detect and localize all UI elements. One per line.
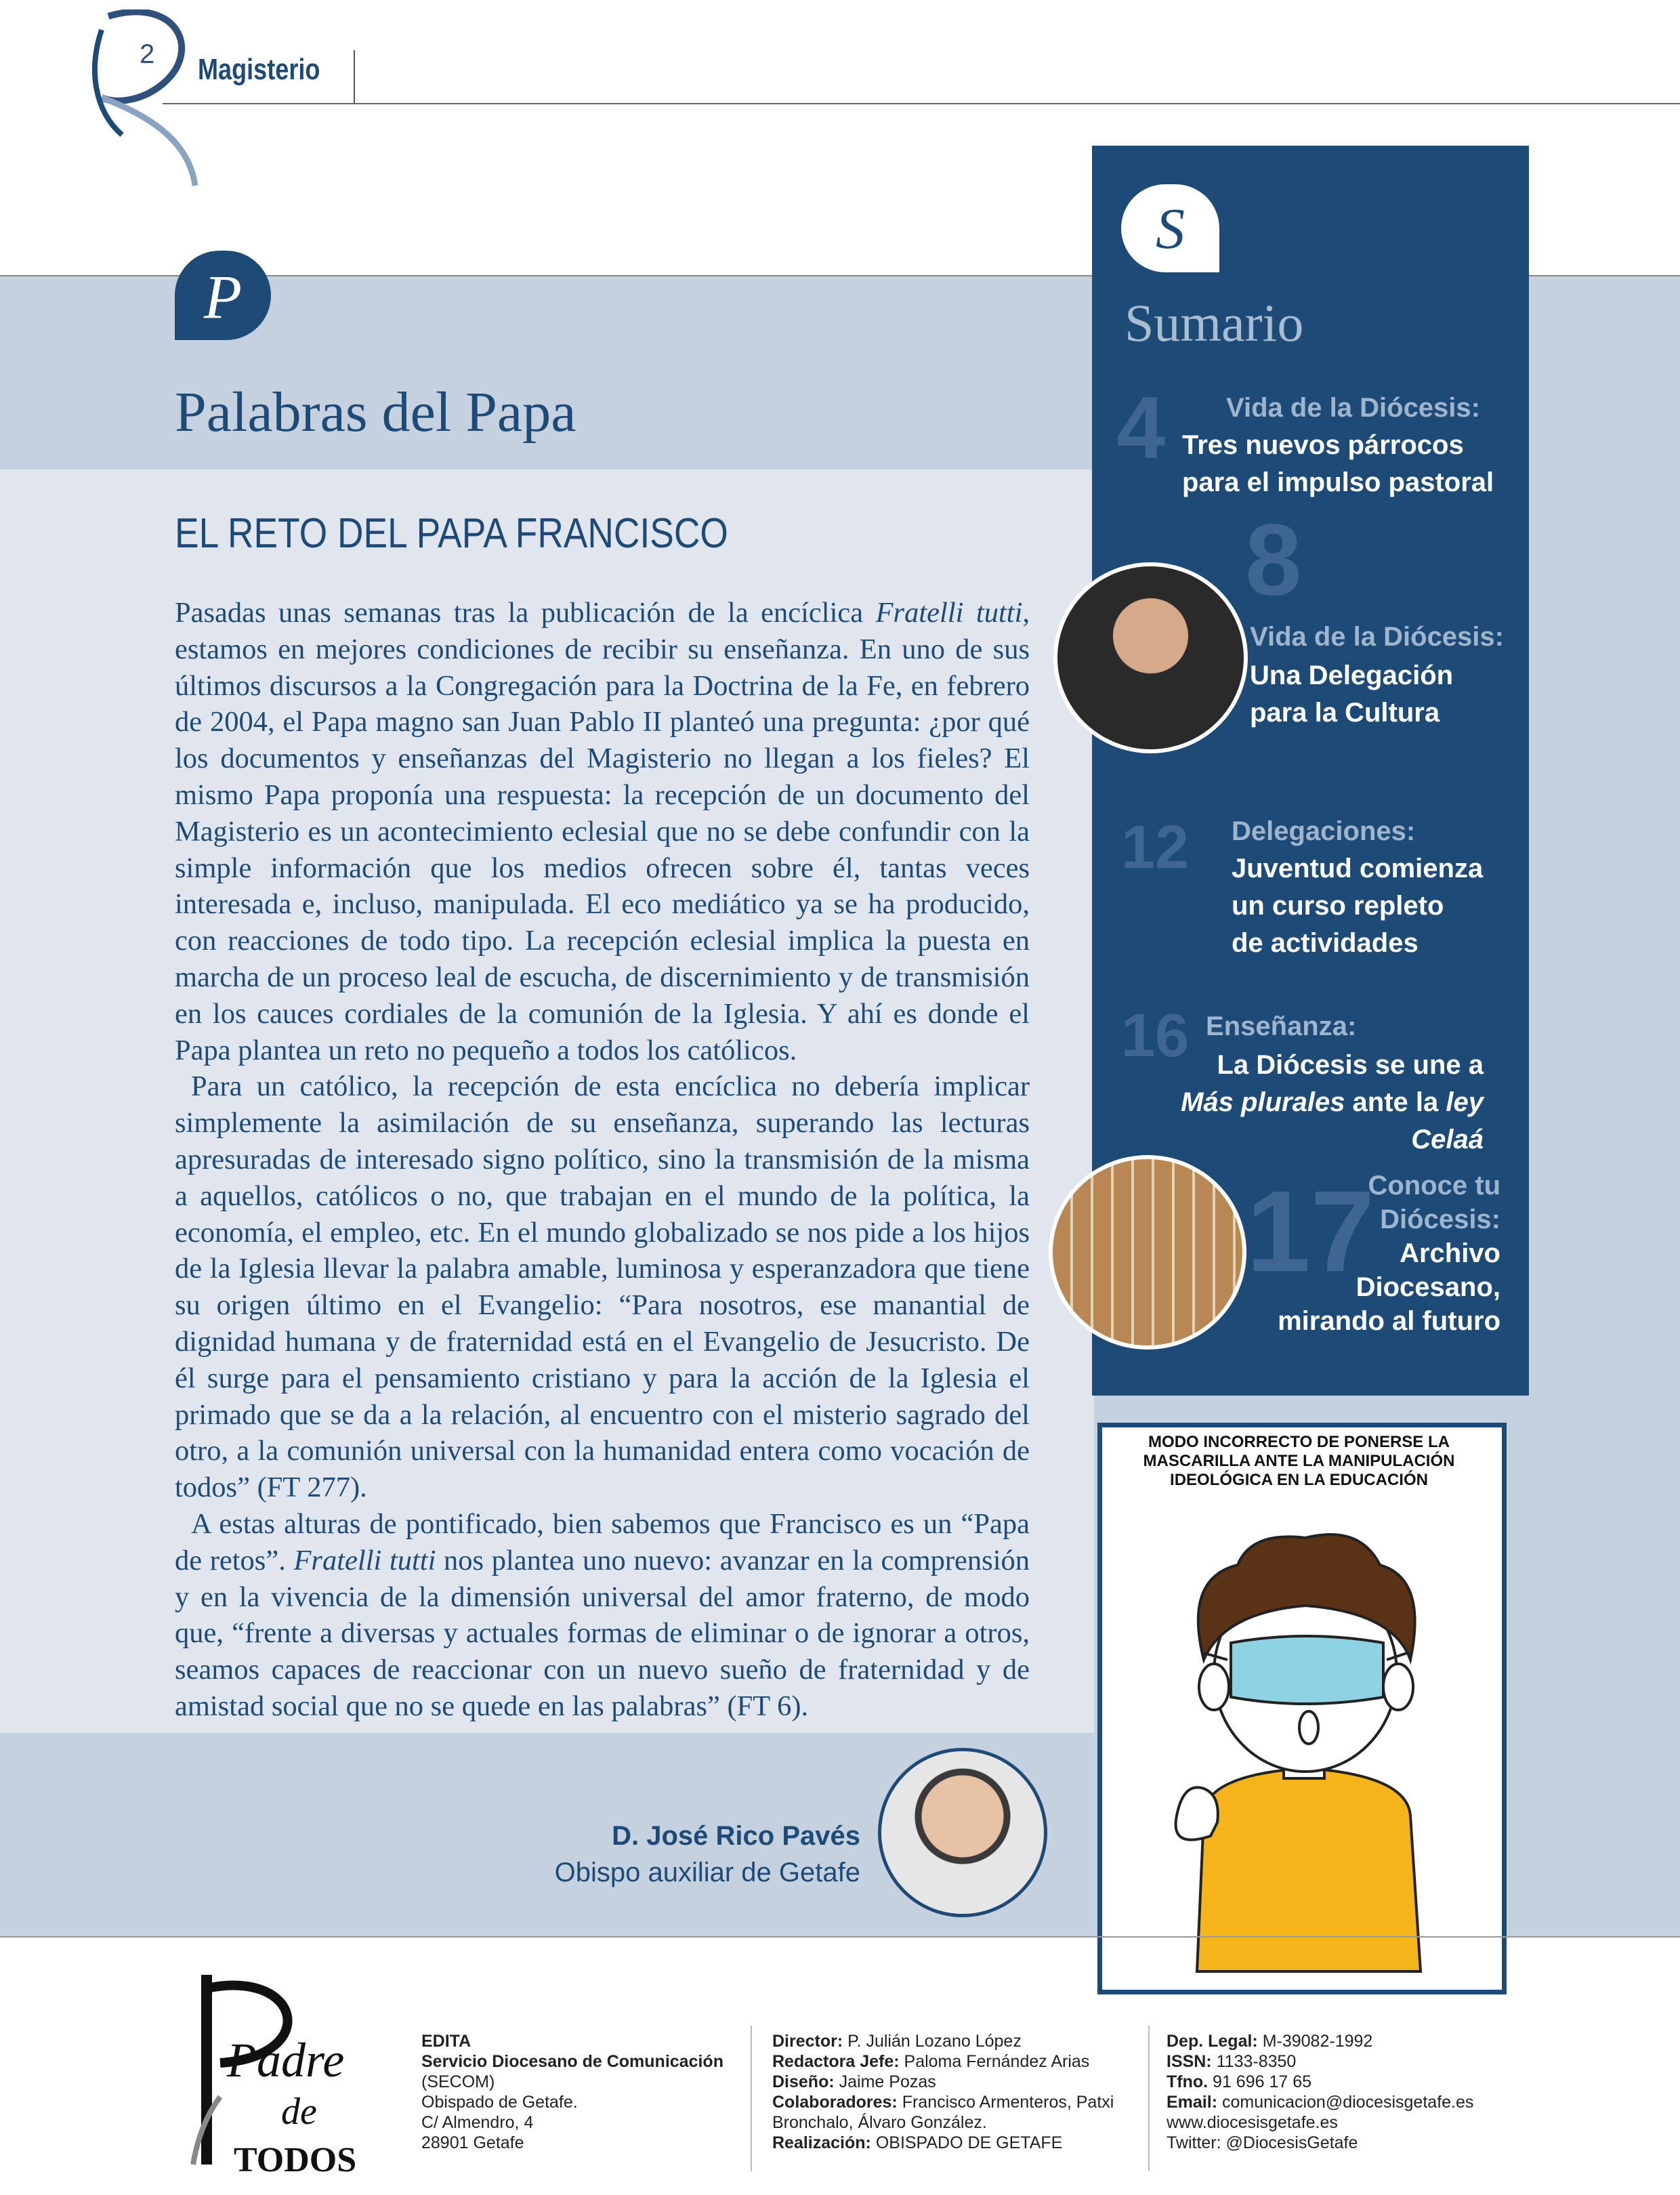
sumario-page-number: 4 (1116, 378, 1166, 477)
author-role: Obispo auxiliar de Getafe (554, 1858, 860, 1887)
article-paragraph: Para un católico, la recepción de esta encíclica no debería implicar simplemente la asimilación de su enseñanza, superando las lecturas apresuradas de interesado signo político, sino la transmisión de la misma a aquellos, católicos o no, que trabajan en el mundo de la política, la economía, el empleo, etc. En el mundo globalizado se nos pide a los hijos de la Iglesia llevar la palabra amable, luminosa y esperanzadora que tiene su origen último en el Evangelio: “Para nosotros, ese manantial de dignidad humana y de fraternidad está en el Evangelio de Jesucristo. De él surge para el pensamiento cristiano y para la acción de la Iglesia el primado que se da a la relación, al encuentro con el misterio sagrado del otro, a la comunión universal con la humanidad entera como vocación de todos” (FT 277). (175, 1070, 1030, 1504)
article-paragraph: Pasadas unas semanas tras la publicación de la encíclica Fratelli tutti, estamos en mejores condiciones de recibir su enseñanza. En uno de sus últimos discursos a la Congregación para la Doctrina de la Fe, en febrero de 2004, el Papa magno san Juan Pablo II planteó una pregunta: ¿por qué los documentos y enseñanzas del Magisterio no llegan a los fieles? El mismo Papa proponía una respuesta: la recepción de un documento del Magisterio es un acontecimiento eclesial que no se debe confundir con la simple información que los medios ofrecen sobre él, tantas veces interesada e, incluso, manipulada. El eco mediático ya se ha producido, con reacciones de todo tipo. La recepción eclesial implica la puesta en marcha de un proceso leal de escucha, de discernimiento y de transmisión en los cauces cordiales de la comunión de la Iglesia. Y ahí es donde el Papa plantea un reto no pequeño a todos los católicos. (175, 597, 1030, 1066)
sumario-category: Delegaciones: (1232, 816, 1416, 846)
section-badge-letter: P (203, 262, 243, 331)
footer-rule (0, 1936, 1680, 1938)
footer-contact: Dep. Legal: M-39082-1992 ISSN: 1133-8350 Tfno. 91 696 17 65 Email: comunicacion@diocesisgetafe.es www.diocesisgetafe.es Twitter: @DiocesisGetafe (1167, 2031, 1546, 2153)
sumario-page-number: 17 (1246, 1167, 1375, 1296)
sumario-page-number: 12 (1121, 814, 1190, 881)
sumario-headline[interactable]: Tres nuevos párrocos para el impulso pastoral (1182, 430, 1494, 497)
article-paragraph: A estas alturas de pontificado, bien sabemos que Francisco es un “Papa de retos”. Fratelli tutti nos plantea uno nuevo: avanzar en la comprensión y en la vivencia de la dimensión universal del amor fraterno, de modo que, “frente a diversas y actuales formas de eliminar o de ignorar a otros, seamos capaces de reaccionar con un nuevo sueño de fraternidad y de amistad social que no se quede en las palabras” (FT 6). (175, 1507, 1030, 1722)
footer-separator (751, 2026, 752, 2171)
sumario-badge-letter: S (1156, 196, 1185, 261)
sumario-headline[interactable]: Juventud comienza un curso repleto de actividades (1232, 854, 1484, 958)
header-divider (354, 50, 355, 103)
section-title: Palabras del Papa (175, 381, 576, 444)
sumario-category: Conoce tu Diócesis: (1368, 1171, 1500, 1234)
website-link[interactable]: www.diocesisgetafe.es (1167, 2113, 1338, 2132)
cartoon-illustration (1102, 1497, 1502, 1985)
author-photo (878, 1748, 1047, 1917)
page-number: 2 (140, 39, 155, 69)
archive-photo (1049, 1155, 1246, 1350)
sumario-headline[interactable]: Archivo Diocesano, mirando al futuro (1278, 1238, 1500, 1336)
sumario-headline[interactable]: La Diócesis se une a Más plurales ante la ley Celaá (1181, 1050, 1484, 1154)
padre-de-todos-logo (152, 1961, 403, 2178)
footer-publisher: EDITA Servicio Diocesano de Comunicación (SECOM) Obispado de Getafe. C/ Almendro, 4 28901 Getafe (421, 2032, 723, 2152)
sumario-headline[interactable]: Una Delegación para la Cultura (1250, 661, 1454, 728)
twitter-handle[interactable]: Twitter: @DiocesisGetafe (1167, 2133, 1358, 2152)
footer-separator (1148, 2026, 1150, 2171)
footer-staff: Director: P. Julián Lozano López Redactora Jefe: Paloma Fernández Arias Diseño: Jaime Pozas Colaboradores: Francisco Armenteros, Patxi Bronchalo, Álvaro González. Realización: OBISPADO DE GETAFE (772, 2032, 1114, 2152)
priest-photo (1053, 562, 1248, 753)
article-title: EL RETO DEL PAPA FRANCISCO (175, 510, 728, 557)
header-rule (163, 103, 1680, 104)
email-link[interactable]: comunicacion@diocesisgetafe.es (1217, 2093, 1474, 2112)
svg-text:de: de (281, 2091, 317, 2133)
magisterio-logo (75, 9, 210, 192)
svg-text:Padre: Padre (227, 2033, 345, 2087)
sumario-category: Vida de la Diócesis: (1226, 393, 1480, 423)
sumario-category: Vida de la Diócesis: (1250, 622, 1504, 652)
author-name: D. José Rico Pavés (612, 1821, 860, 1851)
sumario-page-number: 16 (1121, 1002, 1190, 1070)
article-body (175, 595, 1030, 1725)
section-name: Magisterio (198, 53, 320, 86)
sumario-title: Sumario (1125, 293, 1304, 352)
cartoon-caption: MODO INCORRECTO DE PONERSE LA MASCARILLA ANTE LA MANIPULACIÓN IDEOLÓGICA EN LA EDUCACIÓN (1143, 1433, 1455, 1489)
sumario-category: Enseñanza: (1206, 1011, 1357, 1041)
sumario-page-number: 8 (1245, 503, 1302, 616)
svg-text:TODOS: TODOS (234, 2141, 357, 2178)
